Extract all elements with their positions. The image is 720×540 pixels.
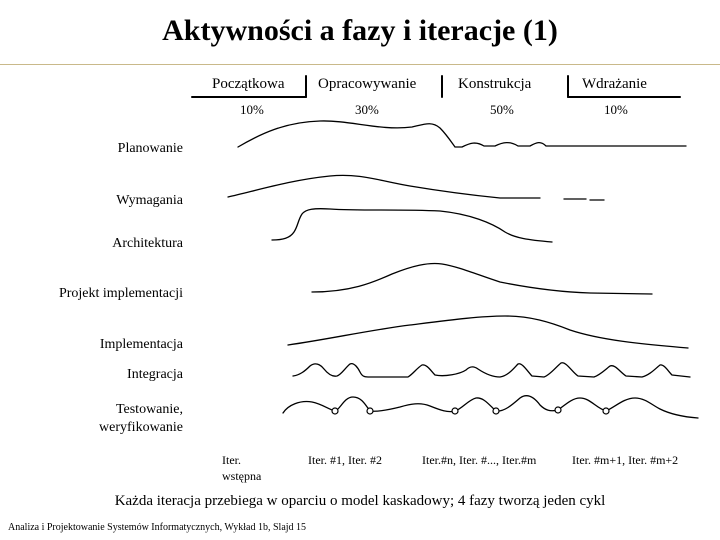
phase-percent-construction: 50% [490, 102, 514, 117]
phase-label-inception: Początkowa [212, 76, 285, 92]
discipline-label-testing: Testowanie, weryfikowanie [99, 402, 183, 435]
slide-footer: Analiza i Projektowanie Systemów Informatycznych, Wykład 1b, Slajd 15 [8, 522, 307, 533]
testing-iteration-marker-6 [603, 408, 609, 414]
iteration-label-construction: Iter.#n, Iter. #..., Iter.#m [422, 453, 537, 467]
discipline-label-requirements: Wymagania [116, 193, 183, 208]
iteration-label-transition: Iter. #m+1, Iter. #m+2 [572, 453, 679, 467]
discipline-label-integration: Integracja [127, 367, 183, 382]
requirements-curve [228, 175, 540, 198]
design-curve [312, 263, 652, 294]
discipline-label-design: Projekt implementacji [58, 286, 183, 301]
testing-curve [283, 396, 698, 418]
slide-title: Aktywności a fazy i iteracje (1) [162, 14, 558, 47]
discipline-label-architecture: Architektura [112, 236, 183, 251]
testing-iteration-marker-1 [332, 408, 338, 414]
phase-label-construction: Konstrukcja [458, 76, 532, 92]
iteration-label-elaboration: Iter. #1, Iter. #2 [308, 453, 382, 467]
discipline-label-planning: Planowanie [117, 141, 183, 156]
phase-percent-elaboration: 30% [355, 102, 379, 117]
implementation-curve [288, 316, 688, 348]
integration-curve [293, 363, 690, 377]
phase-label-elaboration: Opracowywanie [318, 76, 417, 92]
phase-label-transition: Wdrażanie [582, 76, 647, 92]
testing-iteration-marker-5 [555, 407, 561, 413]
iteration-label-initial: Iter. wstępna [222, 453, 262, 483]
testing-iteration-marker-4 [493, 408, 499, 414]
phase-percent-inception: 10% [240, 102, 264, 117]
architecture-curve [272, 209, 552, 242]
phase-percent-transition: 10% [604, 102, 628, 117]
testing-iteration-marker-2 [367, 408, 373, 414]
slide-caption: Każda iteracja przebiega w oparciu o model kaskadowy; 4 fazy tworzą jeden cykl [114, 493, 606, 509]
planning-curve [238, 121, 686, 147]
discipline-label-implementation: Implementacja [99, 337, 183, 352]
testing-iteration-marker-3 [452, 408, 458, 414]
